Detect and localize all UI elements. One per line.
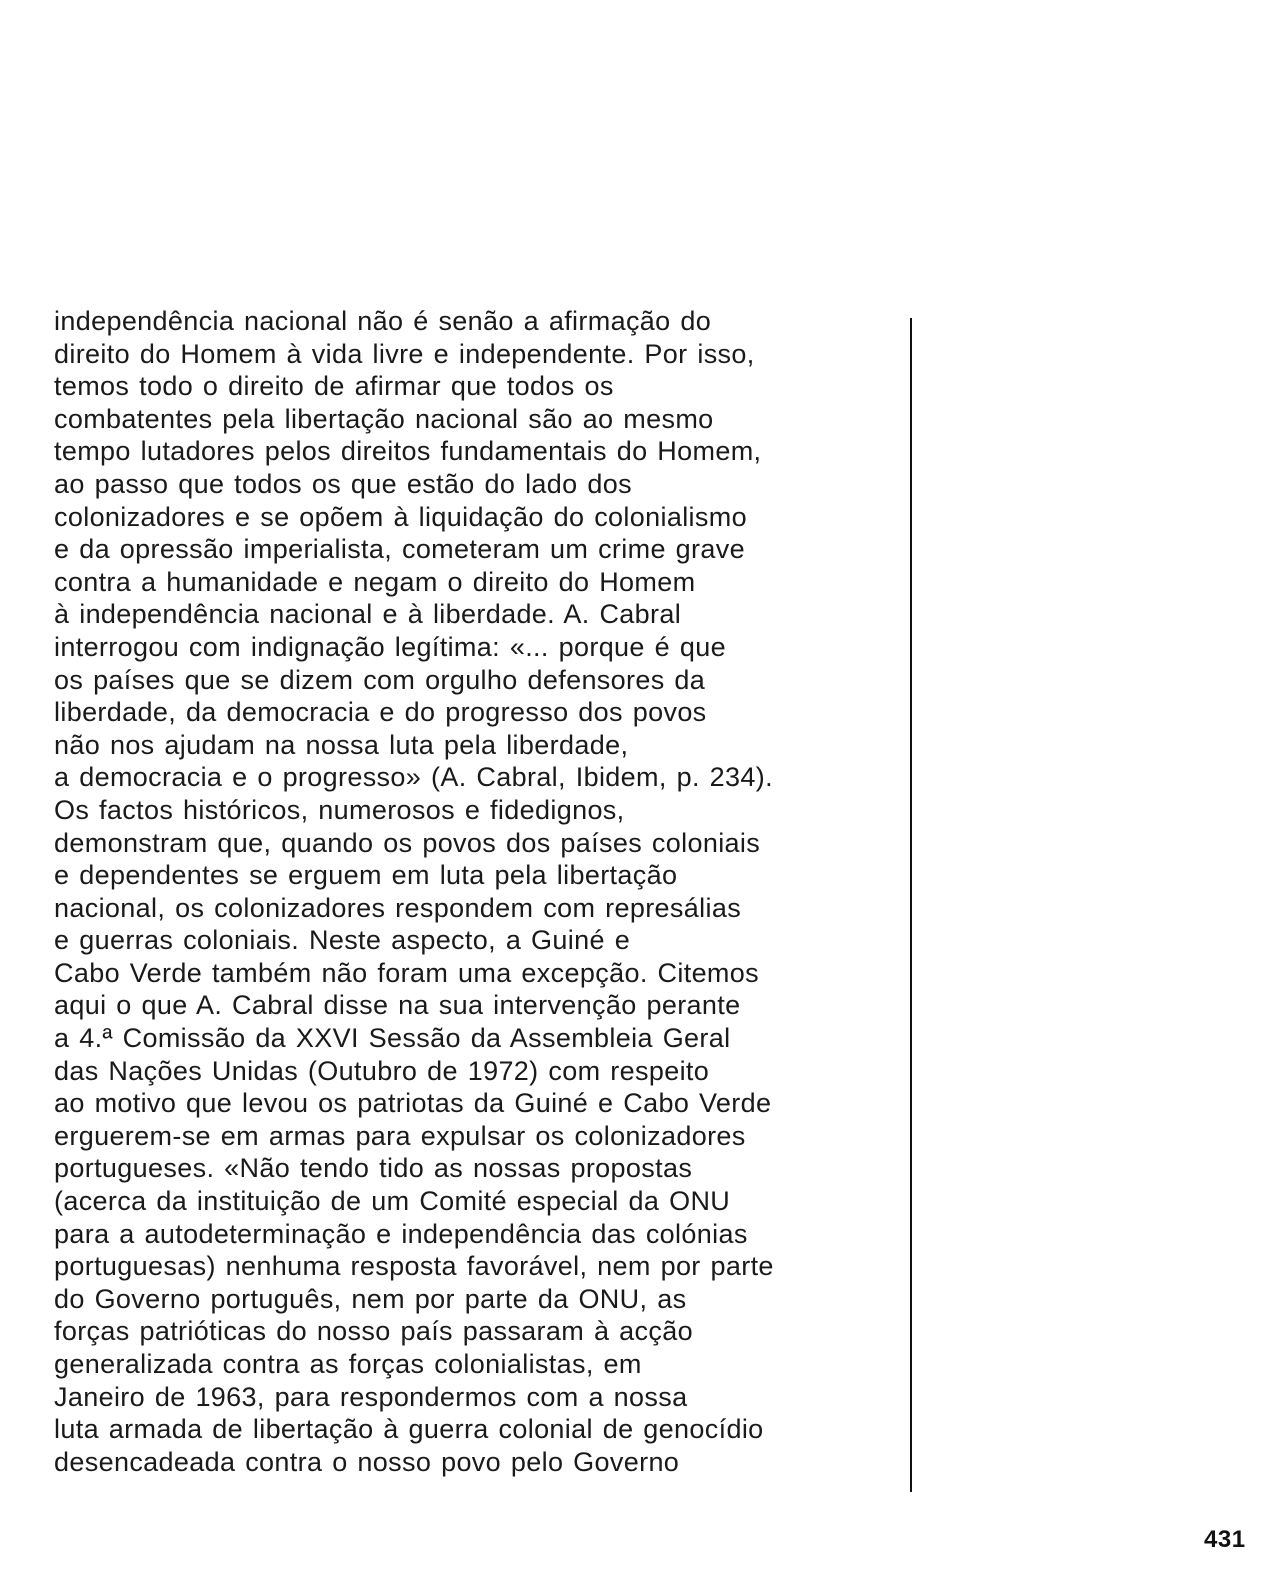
text-line: a 4.ª Comissão da XXVI Sessão da Assembleia Geral <box>54 1023 731 1054</box>
page-number: 431 <box>1204 1526 1246 1553</box>
text-line: temos todo o direito de afirmar que todos os <box>54 371 614 402</box>
body-text <box>54 305 899 1478</box>
text-line: contra a humanidade e negam o direito do Homem <box>54 566 696 597</box>
text-line: e guerras coloniais. Neste aspecto, a Guiné e <box>54 925 631 956</box>
text-line: das Nações Unidas (Outubro de 1972) com respeito <box>54 1055 710 1086</box>
text-line: não nos ajudam na nossa luta pela liberdade, <box>54 729 629 760</box>
text-line: portuguesas) nenhuma resposta favorável, nem por parte <box>54 1251 774 1282</box>
text-line: demonstram que, quando os povos dos países coloniais <box>54 827 761 858</box>
text-line: direito do Homem à vida livre e independente. Por isso, <box>54 338 755 369</box>
text-line: desencadeada contra o nosso povo pelo Governo <box>54 1446 680 1477</box>
text-line: nacional, os colonizadores respondem com represálias <box>54 892 742 923</box>
text-line: Cabo Verde também não foram uma excepção. Citemos <box>54 957 759 988</box>
text-line: tempo lutadores pelos direitos fundamentais do Homem, <box>54 436 762 467</box>
text-line: independência nacional não é senão a afirmação do <box>54 306 712 336</box>
text-line: para a autodeterminação e independência das colónias <box>54 1218 748 1249</box>
text-line: ao motivo que levou os patriotas da Guiné e Cabo Verde <box>54 1088 772 1119</box>
text-line: do Governo português, nem por parte da ONU, as <box>54 1283 687 1314</box>
text-line: forças patrióticas do nosso país passaram à acção <box>54 1316 693 1347</box>
text-line: à independência nacional e à liberdade. A. Cabral <box>54 599 682 630</box>
margin-rule <box>910 318 912 1492</box>
text-line: luta armada de libertação à guerra colonial de genocídio <box>54 1414 764 1445</box>
text-line: e dependentes se erguem em luta pela libertação <box>54 860 678 891</box>
text-line: aqui o que A. Cabral disse na sua intervenção perante <box>54 990 741 1021</box>
text-line: (acerca da instituição de um Comité especial da ONU <box>54 1186 731 1217</box>
text-line: e da opressão imperialista, cometeram um crime grave <box>54 534 745 565</box>
text-line: Janeiro de 1963, para respondermos com a nossa <box>54 1381 688 1412</box>
text-line: colonizadores e se opõem à liquidação do colonialismo <box>54 501 747 532</box>
text-line: erguerem-se em armas para expulsar os colonizadores <box>54 1120 746 1151</box>
text-line: Os factos históricos, numerosos e fidedignos, <box>54 794 625 825</box>
text-line: ao passo que todos os que estão do lado dos <box>54 468 632 499</box>
text-line: a democracia e o progresso» (A. Cabral, Ibidem, p. 234). <box>54 762 773 793</box>
text-line: generalizada contra as forças colonialistas, em <box>54 1349 642 1379</box>
text-line: liberdade, da democracia e do progresso dos povos <box>54 697 707 728</box>
text-line: os países que se dizem com orgulho defensores da <box>54 664 706 695</box>
text-line: interrogou com indignação legítima: «... porque é que <box>54 631 726 662</box>
text-line: portugueses. «Não tendo tido as nossas propostas <box>54 1153 693 1184</box>
text-line: combatentes pela libertação nacional são ao mesmo <box>54 403 714 434</box>
